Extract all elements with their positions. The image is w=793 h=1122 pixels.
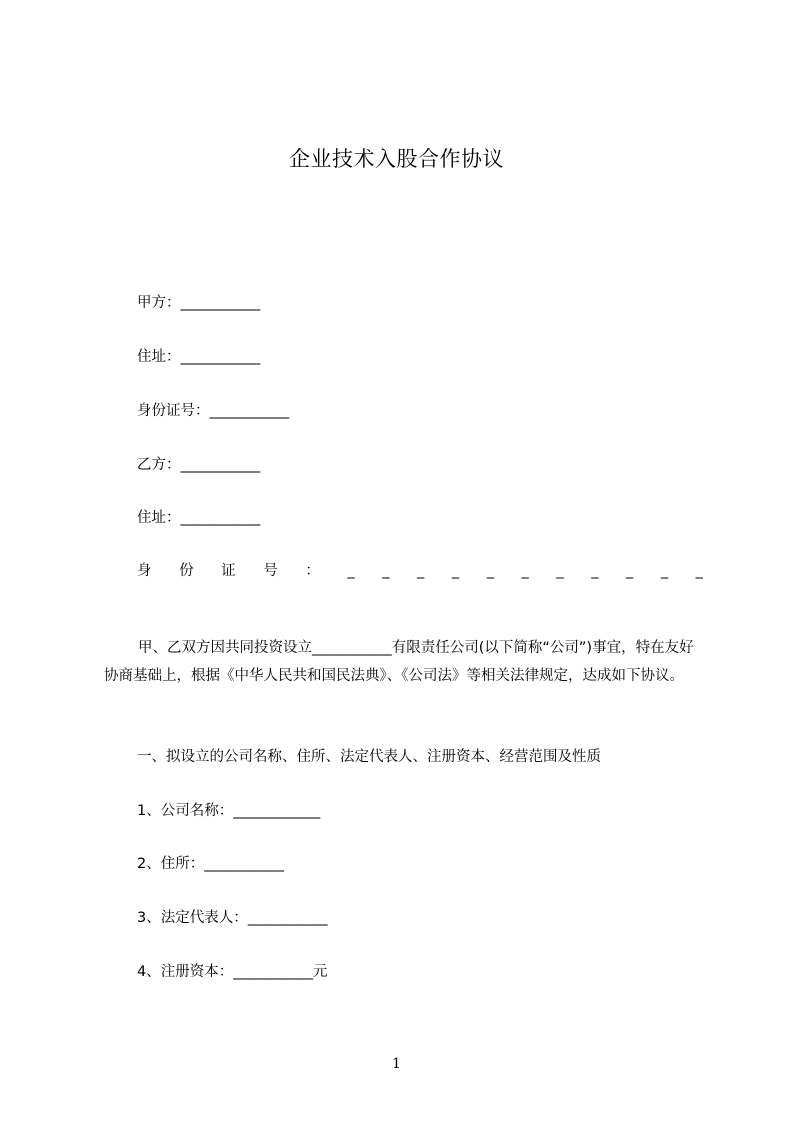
item-suffix: 元 [312, 964, 328, 980]
item-blank: ___________ [247, 910, 328, 926]
party-a-id-line [137, 399, 289, 420]
spread-char: _ [591, 563, 599, 579]
spread-char: _ [695, 563, 703, 579]
intro-paragraph [104, 634, 699, 690]
spread-char: 号 [263, 563, 278, 579]
party-a-address-blank: ___________ [180, 349, 261, 365]
party-a-blank: ___________ [180, 295, 261, 311]
item-label: 3、法定代表人： [137, 910, 248, 926]
spread-char: _ [486, 563, 494, 579]
party-b-address-line [137, 506, 260, 527]
item-legal-rep [137, 906, 327, 927]
party-b-label: 乙方： [137, 457, 181, 473]
item-blank: ____________ [233, 803, 321, 819]
spread-char: _ [451, 563, 460, 579]
party-a-address-label: 住址： [137, 349, 181, 365]
section-1-heading: 一、拟设立的公司名称、住所、法定代表人、注册资本、经营范围及性质 [137, 749, 601, 765]
party-b-id-line [137, 559, 703, 580]
intro-part1: 甲、乙双方因共同投资设立 [138, 640, 312, 656]
party-b-line [137, 453, 260, 474]
party-a-id-label: 身份证号： [137, 403, 210, 419]
spread-char: _ [417, 563, 425, 579]
page-title: 企业技术入股合作协议 [289, 147, 504, 171]
party-a-label: 甲方： [137, 295, 181, 311]
spread-char: _ [556, 563, 564, 579]
party-b-address-label: 住址： [137, 510, 181, 526]
party-a-address-line [137, 345, 260, 366]
spread-char: 身 [137, 563, 152, 579]
spread-char: _ [382, 563, 390, 579]
item-label: 1、公司名称： [137, 803, 234, 819]
intro-blank: ___________ [312, 640, 392, 656]
spread-char: _ [660, 563, 669, 579]
page-number: 1 [392, 1056, 401, 1072]
party-a-id-blank: ___________ [209, 403, 290, 419]
item-label: 4、注册资本： [137, 964, 234, 980]
item-blank: ___________ [204, 856, 284, 872]
intro-part2: 有限责任公司(以下简称“公司”)事宜，特在友好协商基础上，根据《中华人民共和国民法典》、《公司法》等相关法律规定，达成如下协议。 [104, 640, 694, 684]
party-a-line [137, 291, 260, 312]
spread-char: ： [305, 563, 320, 579]
item-registered-capital [137, 960, 327, 981]
item-address [137, 852, 284, 873]
spread-char: 证 [221, 563, 236, 579]
item-label: 2、住所： [137, 856, 205, 872]
spread-char: _ [626, 563, 634, 579]
party-b-address-blank: ___________ [180, 510, 261, 526]
item-blank: ___________ [233, 964, 313, 980]
spread-char: 份 [179, 563, 194, 579]
spread-char: _ [521, 563, 529, 579]
party-b-blank: ___________ [180, 457, 261, 473]
item-company-name [137, 799, 320, 820]
spread-char: _ [347, 563, 355, 579]
